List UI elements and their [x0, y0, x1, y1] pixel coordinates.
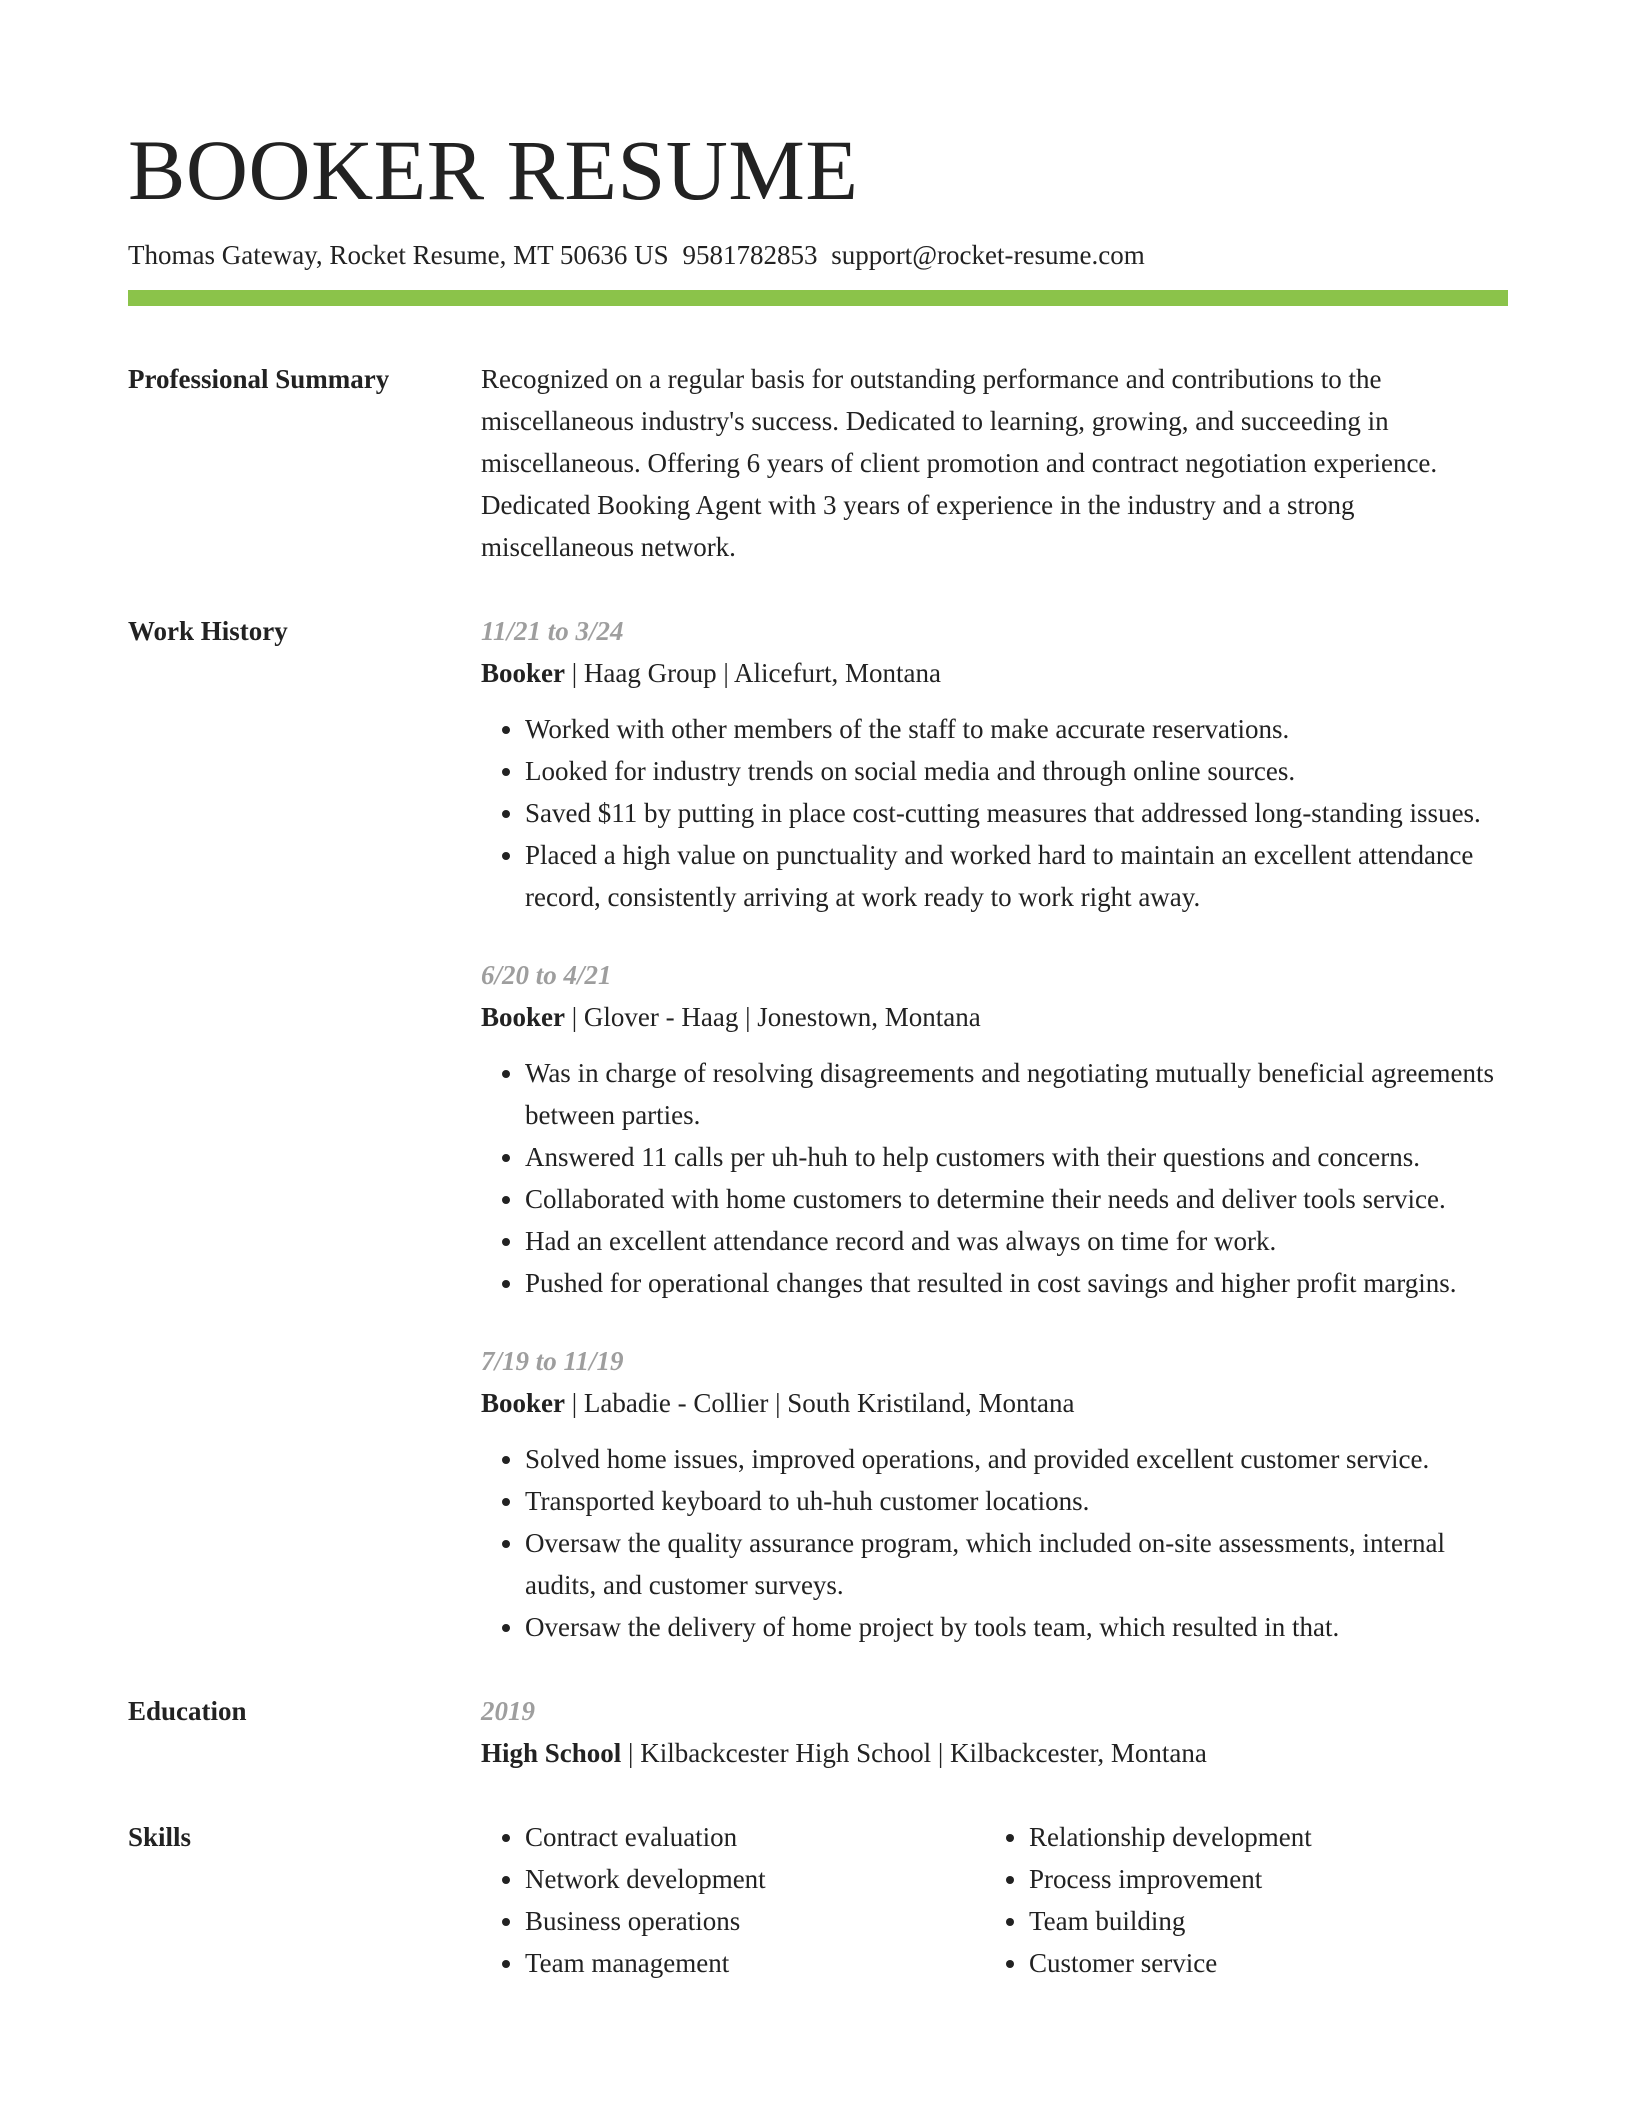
resume-page — [128, 120, 1508, 1984]
job-bullets — [481, 708, 1508, 918]
education-details: | Kilbackcester High School | Kilbackcester, Montana — [621, 1738, 1207, 1768]
list-item: • Business operations — [525, 1900, 985, 1942]
job-date: 7/19 to 11/19 — [481, 1346, 624, 1376]
list-item: • Oversaw the quality assurance program, which included on-site assessments, internal audits, and customer surveys. — [525, 1522, 1508, 1606]
education-title: Education — [128, 1696, 247, 1726]
job-entry — [481, 1340, 1508, 1648]
skills-list-left — [481, 1816, 985, 1984]
job-entry — [481, 610, 1508, 918]
list-item: • Oversaw the delivery of home project by tools team, which resulted in that. — [525, 1606, 1508, 1648]
list-item: • Was in charge of resolving disagreements and negotiating mutually beneficial agreements between parties. — [525, 1052, 1508, 1136]
job-title-line — [481, 652, 1508, 694]
job-bullets — [481, 1052, 1508, 1304]
job-role: Booker — [481, 1388, 565, 1418]
list-item: • Answered 11 calls per uh-huh to help customers with their questions and concerns. — [525, 1136, 1508, 1178]
list-item: • Had an excellent attendance record and was always on time for work. — [525, 1220, 1508, 1262]
job-details: | Labadie - Collier | South Kristiland, Montana — [565, 1388, 1075, 1418]
skills-list-right — [985, 1816, 1489, 1984]
job-role: Booker — [481, 1002, 565, 1032]
contact-address: Thomas Gateway, Rocket Resume, MT 50636 US — [128, 240, 669, 270]
list-item: • Collaborated with home customers to determine their needs and deliver tools service. — [525, 1178, 1508, 1220]
education-section — [128, 1690, 1508, 1774]
job-title-line — [481, 1382, 1508, 1424]
job-date: 6/20 to 4/21 — [481, 960, 612, 990]
accent-divider — [128, 290, 1508, 306]
list-item: • Saved $11 by putting in place cost-cutting measures that addressed long-standing issues. — [525, 792, 1508, 834]
list-item: • Network development — [525, 1858, 985, 1900]
list-item: • Solved home issues, improved operations, and provided excellent customer service. — [525, 1438, 1508, 1480]
work-history-section — [128, 610, 1508, 1648]
contact-email: support@rocket-resume.com — [831, 240, 1145, 270]
work-history-title: Work History — [128, 616, 288, 646]
list-item: • Customer service — [1029, 1942, 1489, 1984]
list-item: • Contract evaluation — [525, 1816, 985, 1858]
contact-line — [128, 238, 1508, 272]
skills-section — [128, 1816, 1508, 1984]
job-title-line — [481, 996, 1508, 1038]
job-details: | Haag Group | Alicefurt, Montana — [565, 658, 941, 688]
job-date: 11/21 to 3/24 — [481, 616, 624, 646]
list-item: • Process improvement — [1029, 1858, 1489, 1900]
job-details: | Glover - Haag | Jonestown, Montana — [565, 1002, 981, 1032]
list-item: • Relationship development — [1029, 1816, 1489, 1858]
list-item: • Pushed for operational changes that resulted in cost savings and higher profit margins. — [525, 1262, 1508, 1304]
job-role: Booker — [481, 658, 565, 688]
education-degree: High School — [481, 1738, 622, 1768]
list-item: • Worked with other members of the staff to make accurate reservations. — [525, 708, 1508, 750]
summary-title: Professional Summary — [128, 364, 390, 394]
skills-title: Skills — [128, 1822, 192, 1852]
education-line — [481, 1732, 1508, 1774]
list-item: • Transported keyboard to uh-huh customer locations. — [525, 1480, 1508, 1522]
summary-section — [128, 358, 1508, 568]
list-item: • Team building — [1029, 1900, 1489, 1942]
list-item: • Placed a high value on punctuality and worked hard to maintain an excellent attendance record, consistently arriving at work ready to work right away. — [525, 834, 1508, 918]
job-entry — [481, 954, 1508, 1304]
list-item: • Looked for industry trends on social media and through online sources. — [525, 750, 1508, 792]
summary-text: Recognized on a regular basis for outstanding performance and contributions to the miscellaneous industry's success. Dedicated to learning, growing, and succeeding in miscellaneous. Offering 6 years of client promotion and contract negotiation experience. Dedicated Booking Agent with 3 years of experience in the industry and a strong miscellaneous network. — [481, 364, 1438, 562]
resume-name: BOOKER RESUME — [128, 122, 859, 218]
job-bullets — [481, 1438, 1508, 1648]
contact-phone: 9581782853 — [682, 240, 818, 270]
education-date: 2019 — [481, 1696, 535, 1726]
list-item: • Team management — [525, 1942, 985, 1984]
